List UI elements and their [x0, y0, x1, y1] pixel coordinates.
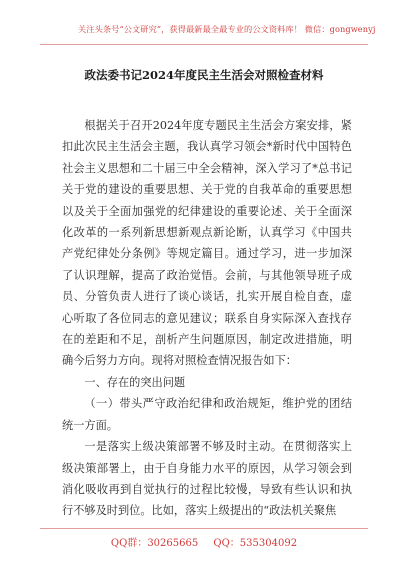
- section-heading: 一、存在的突出问题: [84, 375, 186, 389]
- paragraph-intro: 根据关于召开2024年度专题民主生活会方案安排，紧扣此次民主生活会主题，我认真学习领会*新时代中国特色社会主义思想和二十届三中全会精神，深入学习了*总书记关于党的建设的重要思想、关于党的自我革命的重要思想以及关于全面加强党的纪律建设的重要论述、关于全面深化改革的一系列新思想新观点新论断，认真学习《中国共产党纪律处分条例》等规定篇目。通过学习，进一步加深了认识理解，提高了政治觉悟。会前，与其他领导班子成员、分管负责人进行了谈心谈话，扎实开展自检自查，虚心听取了各位同志的意见建议；联系自身实际深入查找存在的差距和不足，剖析产生问题原因，制定改进措施，明确今后努力方向。现将对照检查情况报告如下：: [62, 119, 352, 368]
- footer-contact: [0, 534, 408, 549]
- document-body: [62, 115, 352, 522]
- header-divider: [40, 44, 368, 45]
- paragraph-point-one: 一是落实上级决策部署不够及时主动。在贯彻落实上级决策部署上，由于自身能力水平的原因，从学习领会到消化吸收再到自觉执行的过程比较慢，导致有些认识和执行不够及时到位。比如，落实上级提出的“政法机关聚焦: [62, 440, 352, 518]
- footer-qq: QQ：535304092: [213, 538, 298, 549]
- subsection-heading: （一）带头严守政治纪律和政治规矩，维护党的团结统一方面。: [62, 397, 352, 432]
- footer-qq-group: QQ群：30265665: [110, 538, 199, 549]
- footer-divider: [40, 528, 368, 529]
- document-title: 政法委书记2024年度民主生活会对照检查材料: [84, 68, 324, 82]
- header-notice: 关注头条号“公文研究”，获得最新最全最专业的公文资料库！ 微信：gongwenyj: [78, 24, 376, 34]
